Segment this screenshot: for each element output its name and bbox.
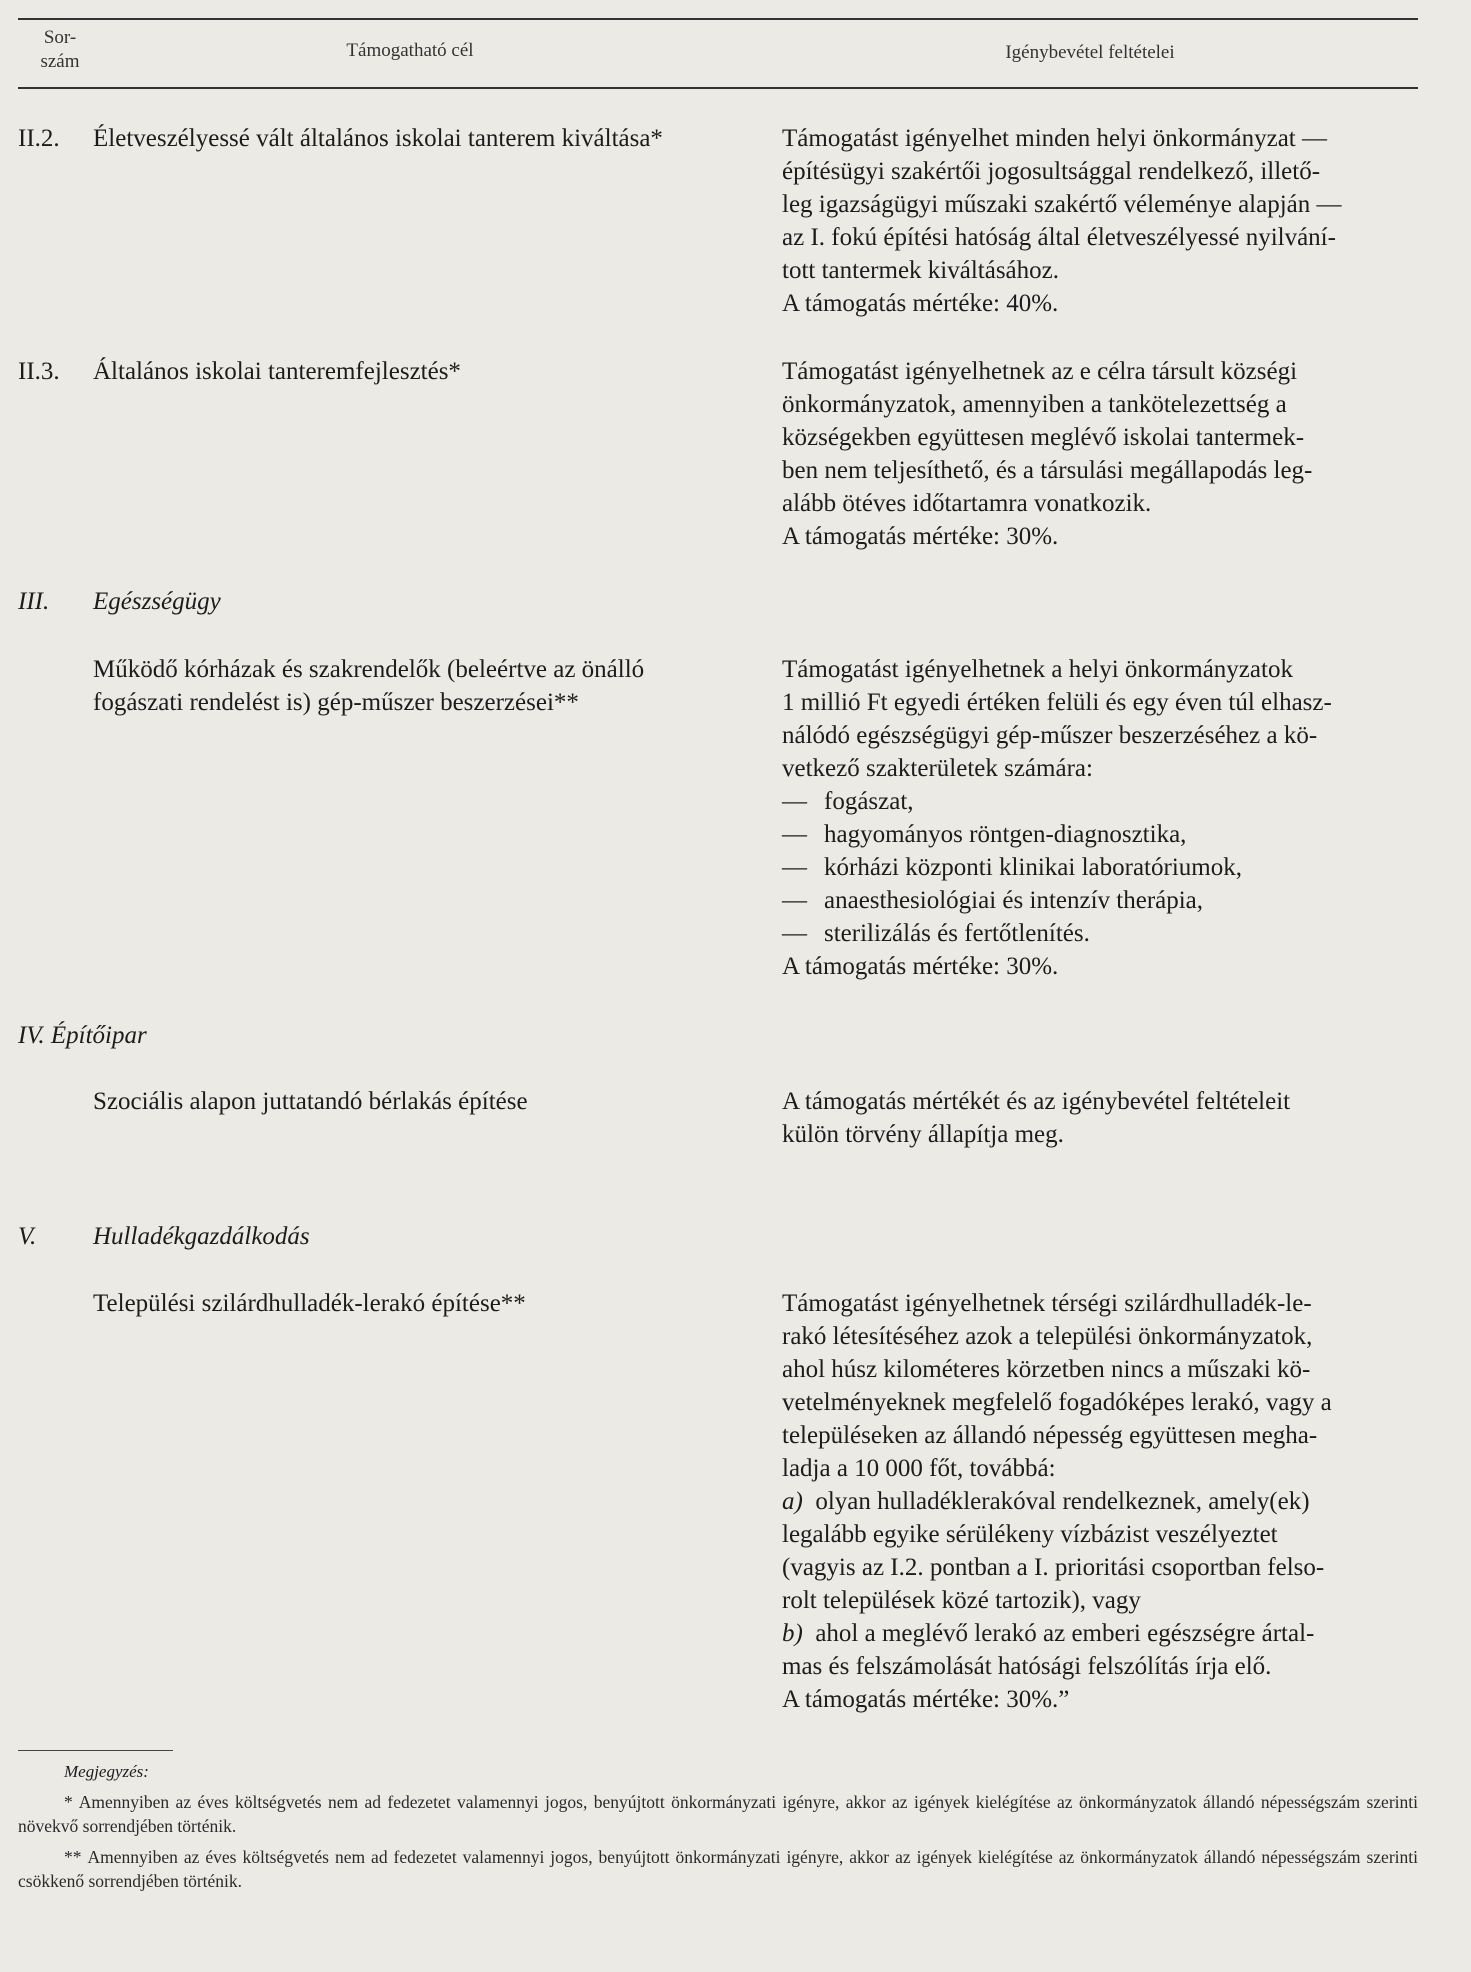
condition-line: külön törvény állapítja meg. (782, 1121, 1064, 1148)
header-igenybevetel-felteteli: Igénybevétel feltételei (1005, 42, 1175, 63)
condition-line: vetkező szakterületek számára: (782, 755, 1093, 782)
row-conditions (782, 122, 1418, 320)
row-number: II.2. (18, 125, 60, 152)
condition-line: településeken az állandó népesség együttesen megha- (782, 1422, 1318, 1449)
condition-line: 1 millió Ft egyedi értéken felüli és egy éven túl elhasz- (782, 689, 1332, 716)
header-top-rule (18, 18, 1418, 20)
row-conditions (782, 355, 1418, 553)
condition-line: építésügyi szakértői jogosultsággal rendelkező, illető- (782, 158, 1321, 185)
footnote-2: ** Amennyiben az éves költségvetés nem ad fedezetet valamennyi jogos, benyújtott önkormányzati igényre, akkor az igények kielégítése az önkormányzatok állandó népességszám szerinti csökkenő sorrendjében történik. (18, 1847, 1418, 1891)
condition-line: az I. fokú építési hatóság által életveszélyessé nyilvání- (782, 224, 1336, 251)
support-rate: A támogatás mértéke: 30%. (782, 953, 1059, 980)
row-conditions (782, 1085, 1418, 1151)
section-number: V. (18, 1223, 37, 1250)
condition-line: községekben együttesen meglévő iskolai tantermek- (782, 424, 1305, 451)
list-item: — fogászat, (782, 788, 914, 815)
condition-line: Támogatást igényelhetnek a helyi önkormányzatok (782, 656, 1293, 683)
row-goal: Általános iskolai tanteremfejlesztés* (93, 358, 461, 385)
condition-line: vetelményeknek megfelelő fogadóképes lerakó, vagy a (782, 1389, 1332, 1416)
support-rate: A támogatás mértéke: 40%. (782, 290, 1059, 317)
condition-line: Támogatást igényelhet minden helyi önkormányzat — (782, 125, 1327, 152)
row-number: II.3. (18, 358, 60, 385)
condition-line: mas és felszámolását hatósági felszólítás írja elő. (782, 1653, 1272, 1680)
row-conditions (782, 1287, 1418, 1716)
list-item: — hagyományos röntgen-diagnosztika, (782, 821, 1187, 848)
row-conditions (782, 653, 1418, 983)
header-sorszam: Sor- szám (40, 27, 80, 72)
header-tamogathato-cel: Támogatható cél (346, 40, 474, 61)
condition-line: Támogatást igényelhetnek az e célra társult községi (782, 358, 1298, 385)
footnote-mark: ** (64, 1847, 82, 1867)
list-item: — kórházi központi klinikai laboratóriumok, (782, 854, 1242, 881)
row-goal: Életveszélyessé vált általános iskolai tanterem kiváltása* (93, 125, 663, 152)
footnote-rule (18, 1750, 173, 1751)
row-goal: Települési szilárdhulladék-lerakó építése** (93, 1290, 526, 1317)
header-bottom-rule (18, 87, 1418, 89)
notes-heading: Megjegyzés: (64, 1762, 149, 1781)
condition-line: leg igazságügyi műszaki szakértő véleménye alapján — (782, 191, 1342, 218)
footnote-mark: * (64, 1792, 73, 1812)
condition-line: ladja a 10 000 főt, továbbá: (782, 1455, 1056, 1482)
condition-line: nálódó egészségügyi gép-műszer beszerzéséhez a kö- (782, 722, 1318, 749)
list-item-a: a) olyan hulladéklerakóval rendelkeznek, amely(ek) (782, 1488, 1310, 1515)
list-item-b: b) ahol a meglévő lerakó az emberi egészségre ártal- (782, 1620, 1315, 1647)
condition-line: ahol húsz kilométeres körzetben nincs a műszaki kö- (782, 1356, 1311, 1383)
row-goal: Szociális alapon juttatandó bérlakás építése (93, 1088, 528, 1115)
row-goal: Működő kórházak és szakrendelők (beleértve az önálló fogászati rendelést is) gép-műszer beszerzései** (93, 656, 645, 716)
condition-line: A támogatás mértékét és az igénybevétel feltételeit (782, 1088, 1291, 1115)
condition-line: legalább egyike sérülékeny vízbázist veszélyeztet (782, 1521, 1278, 1548)
section-number: III. (18, 588, 50, 615)
support-rate: A támogatás mértéke: 30%.” (782, 1686, 1070, 1713)
footnote-1: * Amennyiben az éves költségvetés nem ad fedezetet valamennyi jogos, benyújtott önkormányzati igényre, akkor az igények kielégítése az önkormányzatok állandó népességszám szerinti növekvő sorrendjében történik. (18, 1792, 1418, 1836)
condition-line: önkormányzatok, amennyiben a tankötelezettség a (782, 391, 1287, 418)
condition-line: rakó létesítéséhez azok a települési önkormányzatok, (782, 1323, 1313, 1350)
condition-line: (vagyis az I.2. pontban a I. prioritási csoportban felso- (782, 1554, 1325, 1581)
condition-line: tott tantermek kiváltásához. (782, 257, 1059, 284)
section-title: Hulladékgazdálkodás (93, 1223, 310, 1250)
list-item: — sterilizálás és fertőtlenítés. (782, 920, 1090, 947)
section-title: Egészségügy (93, 588, 221, 615)
list-item: — anaesthesiológiai és intenzív therápia, (782, 887, 1204, 914)
support-rate: A támogatás mértéke: 30%. (782, 523, 1059, 550)
condition-line: Támogatást igényelhetnek térségi szilárdhulladék-le- (782, 1290, 1312, 1317)
condition-line: ben nem teljesíthető, és a társulási megállapodás leg- (782, 457, 1313, 484)
section-heading: IV. Építőipar (18, 1022, 147, 1049)
condition-line: alább ötéves időtartamra vonatkozik. (782, 490, 1152, 517)
condition-line: rolt települések közé tartozik), vagy (782, 1587, 1141, 1614)
